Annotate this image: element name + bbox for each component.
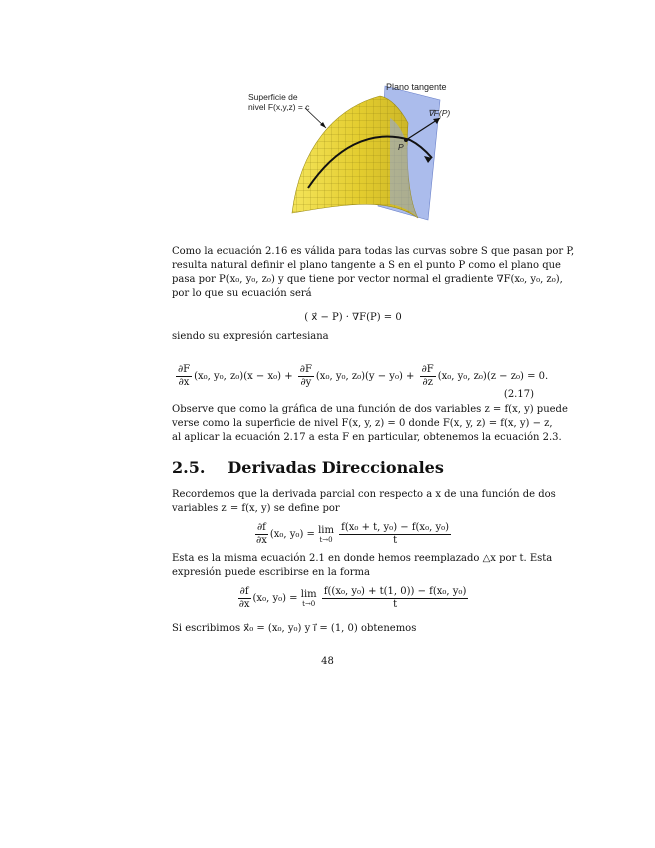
- text-line: pasa por P(x₀, y₀, z₀) y que tiene por vector normal el gradiente ∇F(x₀, y₀, z₀),: [172, 274, 563, 285]
- text-line: variables z = f(x, y) se define por: [172, 503, 340, 514]
- section-title: Derivadas Direccionales: [227, 458, 444, 477]
- text-line: siendo su expresión cartesiana: [172, 331, 329, 342]
- text-line: resulta natural definir el plano tangente a S en el punto P como el plano que: [172, 260, 561, 271]
- rhs-fraction: $\frac{\text{f(x₀ + t, y₀) − f(x₀, y₀)}}{t}$: [341, 522, 449, 546]
- paragraph-tangent-plane: [172, 245, 575, 301]
- text-line: Recordemos que la derivada parcial con respecto a x de una función de dos: [172, 489, 556, 500]
- equation-number: (2.17): [503, 389, 534, 400]
- section-number: 2.5.: [172, 458, 206, 477]
- partial-fraction: $\frac{\partial F}{\partial x}$: [178, 364, 191, 388]
- equation-vector-form: [172, 586, 534, 611]
- lhs-fraction: $\frac{\partial f}{\partial x}$: [256, 522, 267, 546]
- limit: lim t→0: [300, 588, 317, 608]
- tangent-plane-figure: [240, 78, 465, 228]
- partial-fraction: $\frac{\partial F}{\partial y}$: [299, 364, 312, 388]
- paragraph-rewrite: [172, 552, 553, 580]
- text-line: al aplicar la ecuación 2.17 a esta F en particular, obtenemos la ecuación 2.3.: [172, 432, 562, 443]
- equation-partial-definition: [172, 522, 534, 547]
- text-line: Si escribimos x⃗₀ = (x₀, y₀) y i⃗ = (1, 0) obtenemos: [172, 623, 417, 634]
- text-line: Como la ecuación 2.16 es válida para todas las curvas sobre S que pasan por P,: [172, 246, 575, 257]
- rhs-fraction: $\frac{\text{f((x₀, y₀) + t(1, 0)) − f(x₀, y₀)}}{t}$: [323, 586, 467, 610]
- lhs-fraction: $\frac{\partial f}{\partial x}$: [238, 586, 250, 610]
- surface-label-line2: nivel F(x,y,z) = c: [248, 102, 310, 112]
- equation-term: (x₀, y₀, z₀)(x − x₀) +: [194, 371, 293, 382]
- equation-2-17: [174, 364, 548, 389]
- equation-term: (x₀, y₀, z₀)(z − z₀) = 0.: [437, 371, 549, 382]
- text-line: verse como la superficie de nivel F(x, y, z) = 0 donde F(x, y, z) = f(x, y) − z,: [172, 418, 553, 429]
- surface-label-line1: Superficie de: [248, 92, 298, 102]
- equation-tangent-plane: ( x⃗ − P) · ∇F(P) = 0: [304, 312, 402, 323]
- point-label: P: [398, 142, 404, 152]
- section-heading: [172, 458, 444, 477]
- gradient-label: ∇F(P): [428, 108, 451, 118]
- paragraph-partial-derivative: [172, 488, 556, 516]
- text-line: expresión puede escribirse en la forma: [172, 567, 370, 578]
- text-line: Observe que como la gráfica de una función de dos variables z = f(x, y) puede: [172, 404, 568, 415]
- page-number: 48: [321, 656, 334, 667]
- text-line: por lo que su ecuación será: [172, 288, 312, 299]
- paragraph-level-surface: [172, 403, 568, 445]
- limit: lim t→0: [318, 524, 334, 544]
- paragraph-vector-notation: [172, 622, 534, 636]
- text-line: Esta es la misma ecuación 2.1 en donde hemos reemplazado △x por t. Esta: [172, 553, 553, 564]
- partial-fraction: $\frac{\partial F}{\partial z}$: [421, 364, 434, 388]
- plane-label: Plano tangente: [386, 82, 447, 92]
- paragraph-cartesian: [172, 330, 534, 344]
- equation-term: (x₀, y₀, z₀)(y − y₀) +: [315, 371, 415, 382]
- lhs-args: (x₀, y₀) =: [252, 593, 298, 604]
- point-p: [404, 138, 408, 142]
- lhs-args: (x₀, y₀) =: [269, 529, 315, 540]
